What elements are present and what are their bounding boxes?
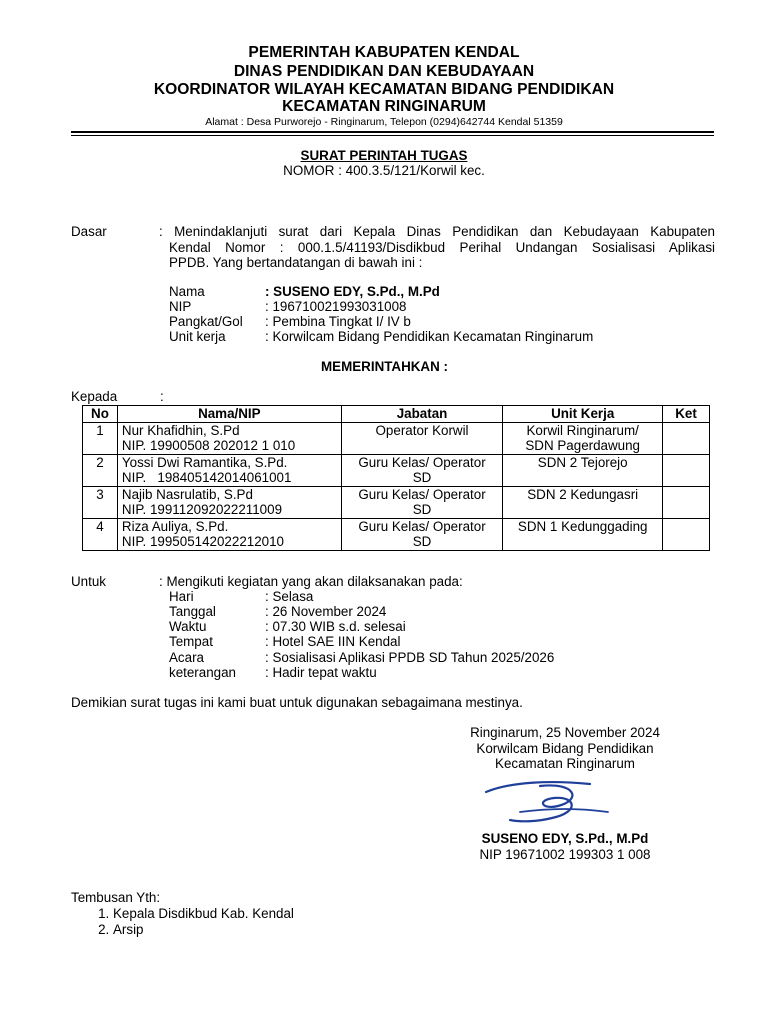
table-header-row	[83, 406, 710, 423]
signer-name-label: Nama	[169, 284, 205, 299]
row-position	[341, 486, 503, 518]
table-header-position: Jabatan	[341, 406, 503, 423]
event-place-label: Tempat	[169, 634, 213, 649]
cc-item: 1. Kepala Disdikbud Kab. Kendal	[113, 906, 294, 922]
signature-place-date: Ringinarum, 25 November 2024	[470, 725, 660, 740]
row-position-line-1: Operator Korwil	[375, 422, 469, 438]
kepada-colon: :	[160, 389, 164, 404]
row-unit	[503, 422, 663, 454]
event-day-value: : Selasa	[265, 589, 314, 604]
row-no: 1	[83, 422, 118, 454]
handwritten-signature	[480, 772, 620, 830]
event-note-value: : Hadir tepat waktu	[265, 665, 377, 680]
row-note	[663, 422, 710, 454]
event-day-label: Hari	[169, 589, 194, 604]
row-position	[341, 454, 503, 486]
dasar-line-2: Kendal Nomor : 000.1.5/41193/Disdikbud Perihal Undangan Sosialisasi Aplikasi	[169, 240, 715, 255]
row-unit	[503, 486, 663, 518]
row-name: Nur Khafidhin, S.Pd	[121, 422, 240, 438]
header-address: Alamat : Desa Purworejo - Ringinarum, Telepon (0294)642744 Kendal 51359	[205, 116, 563, 128]
row-position-line-2: SD	[412, 502, 432, 517]
letter-number: NOMOR : 400.3.5/121/Korwil kec.	[283, 163, 485, 178]
header-line-1: PEMERINTAH KABUPATEN KENDAL	[248, 44, 520, 61]
row-no: 2	[83, 454, 118, 486]
row-note	[663, 486, 710, 518]
event-date-value: : 26 November 2024	[265, 604, 387, 619]
header-line-2: DINAS PENDIDIKAN DAN KEBUDAYAAN	[233, 63, 535, 80]
dasar-line-3: PPDB. Yang bertandatangan di bawah ini :	[169, 255, 423, 270]
header-line-4: KECAMATAN RINGINARUM	[282, 98, 486, 115]
table-header-unit: Unit Kerja	[503, 406, 663, 423]
row-name-nip	[117, 454, 341, 486]
row-name: Yossi Dwi Ramantika, S.Pd.	[121, 454, 288, 470]
signature-name: SUSENO EDY, S.Pd., M.Pd	[481, 831, 649, 846]
signer-unit-value: : Korwilcam Bidang Pendidikan Kecamatan Ringinarum	[265, 329, 594, 344]
row-name: Najib Nasrulatib, S.Pd	[121, 486, 253, 502]
table-row	[83, 486, 710, 518]
header-line-3: KOORDINATOR WILAYAH KECAMATAN BIDANG PENDIDIKAN	[153, 81, 615, 98]
row-position	[341, 518, 503, 550]
event-agenda-label: Acara	[169, 650, 204, 665]
header-rule-thick	[71, 131, 714, 133]
event-agenda-value: : Sosialisasi Aplikasi PPDB SD Tahun 2025/2026	[265, 650, 555, 665]
signer-name-value: : SUSENO EDY, S.Pd., M.Pd	[265, 284, 440, 299]
row-no: 4	[83, 518, 118, 550]
signature-office-1: Korwilcam Bidang Pendidikan	[476, 741, 654, 756]
signature-nip: NIP 19671002 199303 1 008	[479, 847, 651, 862]
row-name: Riza Auliya, S.Pd.	[121, 518, 229, 534]
row-position-line-2: SD	[412, 534, 432, 549]
header-rule-thin	[71, 135, 714, 136]
event-date-label: Tanggal	[169, 604, 216, 619]
row-position	[341, 422, 503, 454]
signer-rank-value: : Pembina Tingkat I/ IV b	[265, 314, 411, 329]
cc-list	[71, 906, 294, 937]
command-heading: MEMERINTAHKAN :	[321, 359, 448, 374]
signer-unit-label: Unit kerja	[169, 329, 226, 344]
signature-office-2: Kecamatan Ringinarum	[495, 756, 635, 771]
untuk-intro: : Mengikuti kegiatan yang akan dilaksanakan pada:	[159, 574, 463, 589]
row-name-nip	[117, 518, 341, 550]
cc-item: 2. Arsip	[113, 922, 294, 938]
closing-statement: Demikian surat tugas ini kami buat untuk digunakan sebagaimana mestinya.	[71, 695, 523, 710]
row-nip: NIP. 199505142022212010	[121, 534, 285, 549]
row-nip: NIP. 19900508 202012 1 010	[121, 438, 296, 453]
row-unit	[503, 518, 663, 550]
row-note	[663, 518, 710, 550]
row-unit-line-1: SDN 2 Kedungasri	[527, 486, 639, 502]
row-nip: NIP. 199112092022211009	[121, 502, 283, 517]
event-time-label: Waktu	[169, 619, 207, 634]
assignee-table	[82, 405, 710, 551]
row-position-line-1: Guru Kelas/ Operator	[358, 454, 486, 470]
row-name-nip	[117, 422, 341, 454]
table-row	[83, 518, 710, 550]
row-no: 3	[83, 486, 118, 518]
row-unit	[503, 454, 663, 486]
row-name-nip	[117, 486, 341, 518]
dasar-label: Dasar	[71, 224, 107, 239]
untuk-label: Untuk	[71, 574, 106, 589]
row-note	[663, 454, 710, 486]
table-header-name: Nama/NIP	[117, 406, 341, 423]
table-header-note: Ket	[663, 406, 710, 423]
signer-nip-label: NIP	[169, 299, 192, 314]
cc-title: Tembusan Yth:	[71, 890, 161, 905]
table-row	[83, 422, 710, 454]
row-nip: NIP. 198405142014061001	[121, 470, 292, 485]
event-note-label: keterangan	[169, 665, 237, 680]
dasar-line-1: : Menindaklanjuti surat dari Kepala Dinas Pendidikan dan Kebudayaan Kabupaten	[159, 224, 715, 239]
signer-nip-value: : 196710021993031008	[265, 299, 407, 314]
letter-title: SURAT PERINTAH TUGAS	[300, 148, 468, 163]
table-row	[83, 454, 710, 486]
table-header-no: No	[83, 406, 118, 423]
row-unit-line-1: SDN 1 Kedunggading	[517, 518, 648, 534]
row-unit-line-1: Korwil Ringinarum/	[526, 422, 639, 438]
row-unit-line-2: SDN Pagerdawung	[525, 438, 641, 453]
signer-rank-label: Pangkat/Gol	[169, 314, 243, 329]
row-position-line-1: Guru Kelas/ Operator	[358, 518, 486, 534]
row-unit-line-1: SDN 2 Tejorejo	[537, 454, 628, 470]
row-position-line-2: SD	[412, 470, 432, 485]
event-place-value: : Hotel SAE IIN Kendal	[265, 634, 401, 649]
kepada-label: Kepada	[71, 389, 118, 404]
event-time-value: : 07.30 WIB s.d. selesai	[265, 619, 406, 634]
row-position-line-1: Guru Kelas/ Operator	[358, 486, 486, 502]
